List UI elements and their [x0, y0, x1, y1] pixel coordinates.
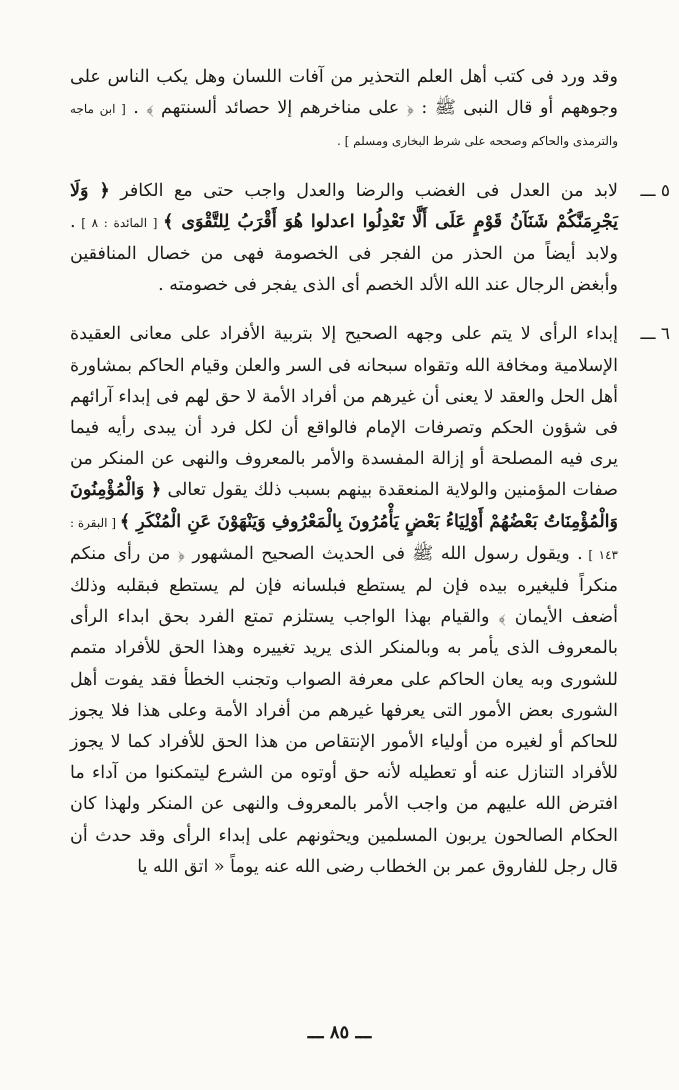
paragraph-5: [70, 176, 670, 302]
p6-quran-verse: ﴿ وَالْمُؤْمِنُونَ وَالْمُؤْمِنَاتُ بَعْضُهُمْ أَوْلِيَاءُ بَعْضٍ يَأْمُرُونَ بِالْمَعْرُوفِ وَيَنْهَوْنَ عَنِ الْمُنْكَرِ ﴾: [70, 480, 618, 532]
item-number-6: ٦ ـــ: [640, 324, 670, 345]
p5-quran-verse: ﴿ وَلَا يَجْرِمَنَّكُمْ شَنَآنُ قَوْمٍ عَلَى أَلَّا تَعْدِلُوا اعدلوا هُوَ أَقْرَبُ لِلتَّقْوَى ﴾: [70, 180, 618, 232]
p5-reference: [ المائدة : ٨ ]: [75, 215, 164, 230]
paragraph-intro: [70, 62, 618, 158]
p6-reference: [ البقرة : ١٤٣ ]: [70, 515, 618, 562]
p6-text-2: . ويقول رسول الله ﷺ فى الحديث الصحيح المشهور ﴿ من رأى منكم منكراً فليغيره بيده فإن لم يستطع فبلسانه فإن لم يستطع فبقلبه وذلك أضعف الأيمان ﴾ والقيام بهذا الواجب يستلزم تمتع الفرد بحق ابداء الرأى بالمعروف الذى يأمر به وبالمنكر الذى يريد تغييره وهذا الحق للأفراد متمم للشورى وبه يعان الحاكم على معرفة الصواب وتجنب الخطأ فقد يفوت أهل الشورى بعض الأمور التى يعرفها غيرهم من أفراد الأمة وعلى هذا فلا يجوز للحاكم أو لغيره من أولياء الأمور الإنتقاص من هذا الحق للأفراد كما لا يجوز للأفراد التنازل عنه أو تعطيله لأنه حق أوتوه من الشرع ليتمكنوا من آداء ما افترض الله عليهم من واجب الأمر بالمعروف والنهى عن المنكر ولهذا كان الحكام الصالحون يربون المسلمين ويحثونهم على إبداء الرأى وقد حدث أن قال رجل للفاروق عمر بن الخطاب رضى الله عنه يوماً « اتق الله يا: [70, 543, 618, 877]
paragraph-6: [70, 319, 670, 883]
p5-text-1: لابد من العدل فى الغضب والرضا والعدل واجب حتى مع الكافر: [109, 180, 618, 201]
intro-reference: [ ابن ماجه والترمذى والحاكم وصححه على شرط البخارى ومسلم ] .: [70, 102, 618, 149]
intro-text: وقد ورد فى كتب أهل العلم التحذير من آفات اللسان وهل يكب الناس على وجوههم أو قال النبى ﷺ : ﴿ على مناخرهم إلا حصائد ألسنتهم ﴾ .: [70, 67, 618, 119]
page-number: ـــ ٨٥ ـــ: [307, 1022, 372, 1043]
p6-text-1: إبداء الرأى لا يتم على وجهه الصحيح إلا بتربية الأفراد على معانى العقيدة الإسلامية ومخافة الله وتقواه سبحانه فى السر والعلن وقيام الحاكم بمشاورة أهل الحل والعقد لا يعنى أن غيرهم من أفراد الأمة لا حق لهم فى إبداء آرائهم فى شؤون الحكم وتصرفات الإمام فالواقع أن لكل فرد أن يبدى رأيه فيما يرى فيه المصلحة أو إزالة المفسدة والأمر بالمعروف والنهى عن المنكر من صفات المؤمنين والولاية المنعقدة بينهم بسبب ذلك يقول تعالى: [70, 324, 618, 501]
item-number-5: ٥ ـــ: [640, 180, 670, 201]
p5-text-2: . ولابد أيضاً من الحذر من الفجر فى الخصومة فهى من خصال المنافقين وأبغض الرجال عند الله الألد الخصم أى الذى يفجر فى خصومته .: [70, 211, 618, 296]
page-body: [70, 62, 670, 901]
